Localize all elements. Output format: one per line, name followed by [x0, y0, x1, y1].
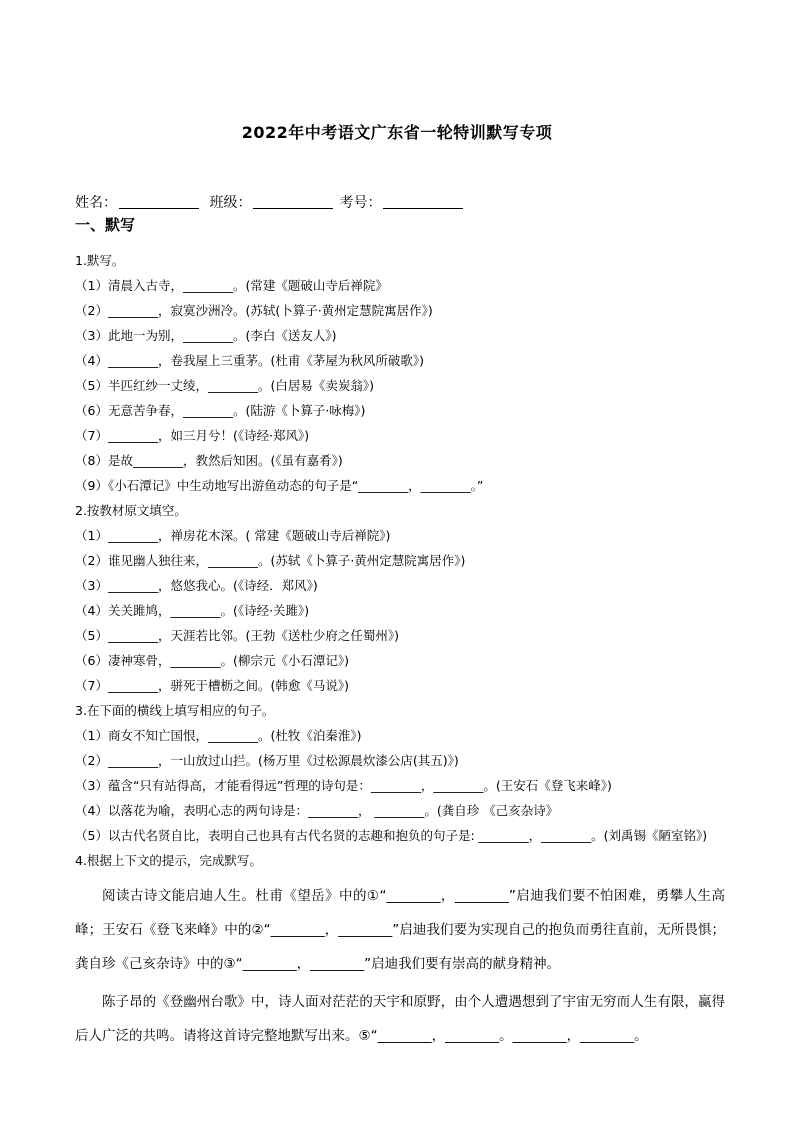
question-2-item: （6）凄神寒骨，________。(柳宗元《小石潭记》) [75, 653, 349, 668]
question-3-heading: 3.在下面的横线上填写相应的句子。 [75, 703, 275, 718]
document-title: 2022年中考语文广东省一轮特训默写专项 [241, 123, 553, 142]
question-3-item: （2）________，一山放过山拦。(杨万里《过松源晨炊漆公店(其五)》) [75, 753, 459, 768]
student-info-row [75, 192, 469, 212]
question-1-item: （7）________，如三月兮！(《诗经·郑风》) [75, 428, 310, 443]
question-1-item: （4）________，卷我屋上三重茅。(杜甫《茅屋为秋风所破歌》) [75, 353, 424, 368]
exam-number-blank[interactable] [383, 194, 463, 209]
question-3-item: （1）商女不知亡国恨，________。(杜牧《泊秦淮》) [75, 728, 362, 743]
question-2-item: （1）________，禅房花木深。( 常建《题破山寺后禅院》) [75, 528, 391, 543]
class-blank[interactable] [253, 194, 333, 209]
question-2-item: （3）________，悠悠我心。(《诗经．郑风》) [75, 578, 318, 593]
name-blank[interactable] [119, 194, 199, 209]
name-label: 姓名： [75, 195, 117, 211]
question-2-heading: 2.按教材原文填空。 [75, 503, 187, 518]
question-3-item: （4）以落花为喻，表明心志的两句诗是：________， ________。(龚自珍 《己亥杂诗》 [75, 803, 559, 818]
question-4-paragraph-1: 阅读古诗文能启迪人生。杜甫《望岳》中的①“________，________”启迪我们要不怕困难，勇攀人生高峰；王安石《登飞来峰》中的②“________，________”启迪我们要为实现自己的抱负而勇往直前，无所畏惧；龚自珍《己亥杂诗》中的③“________，________”启迪我们要有崇高的献身精神。 [75, 888, 725, 972]
question-1-item: （2）________，寂寞沙洲冷。(苏轼(卜算子·黄州定慧院寓居作》) [75, 303, 433, 318]
question-1-item: （9）《小石潭记》中生动地写出游鱼动态的句子是“________，________。” [75, 478, 484, 493]
question-2-item: （7）________，骈死于槽枥之间。(韩愈《马说》) [75, 678, 349, 693]
class-label: 班级： [209, 195, 252, 211]
question-2-item: （5）________，天涯若比邻。(王勃《送杜少府之任蜀州》) [75, 628, 399, 643]
question-2-item: （4）关关雎鸠，________。(《诗经·关雎》) [75, 603, 310, 618]
exam-number-label: 考号： [339, 195, 382, 211]
question-3-item: （3）蕴含“只有站得高，才能看得远”哲理的诗句是：________，________。(王安石《登飞来峰》) [75, 778, 612, 793]
question-1-item: （5）半匹红纱一丈绫，________。(白居易《卖炭翁》) [75, 378, 374, 393]
question-3-item: （5）以古代名贤自比，表明自己也具有古代名贤的志趣和抱负的句子是: ________，________。(刘禹锡《陋室铭》) [75, 828, 708, 843]
question-1-item: （6）无意苦争春，________。(陆游《卜算子·咏梅》) [75, 403, 366, 418]
question-1-item: （3）此地一为别，________。(李白《送友人》) [75, 328, 337, 343]
question-2-item: （2）谁见幽人独往来，________。(苏轼《卜算子·黄州定慧院寓居作》) [75, 553, 466, 568]
question-1-heading: 1.默写。 [75, 253, 125, 268]
questions-body [75, 248, 725, 1053]
section-title: 一、默写 [75, 216, 136, 234]
question-1-item: （8）是故________，教然后知困。(《虽有嘉肴》) [75, 453, 343, 468]
question-4-paragraph-2: 陈子昂的《登幽州台歌》中，诗人面对茫茫的天宇和原野，由个人遭遇想到了宇宙无穷而人生有限，赢得后人广泛的共鸣。请将这首诗完整地默写出来。⑤“________，________。________，________。 [75, 994, 725, 1044]
question-4-heading: 4.根据上下文的提示，完成默写。 [75, 853, 262, 868]
question-1-item: （1）清晨入古寺，________。(常建《题破山寺后禅院》 [75, 278, 388, 293]
